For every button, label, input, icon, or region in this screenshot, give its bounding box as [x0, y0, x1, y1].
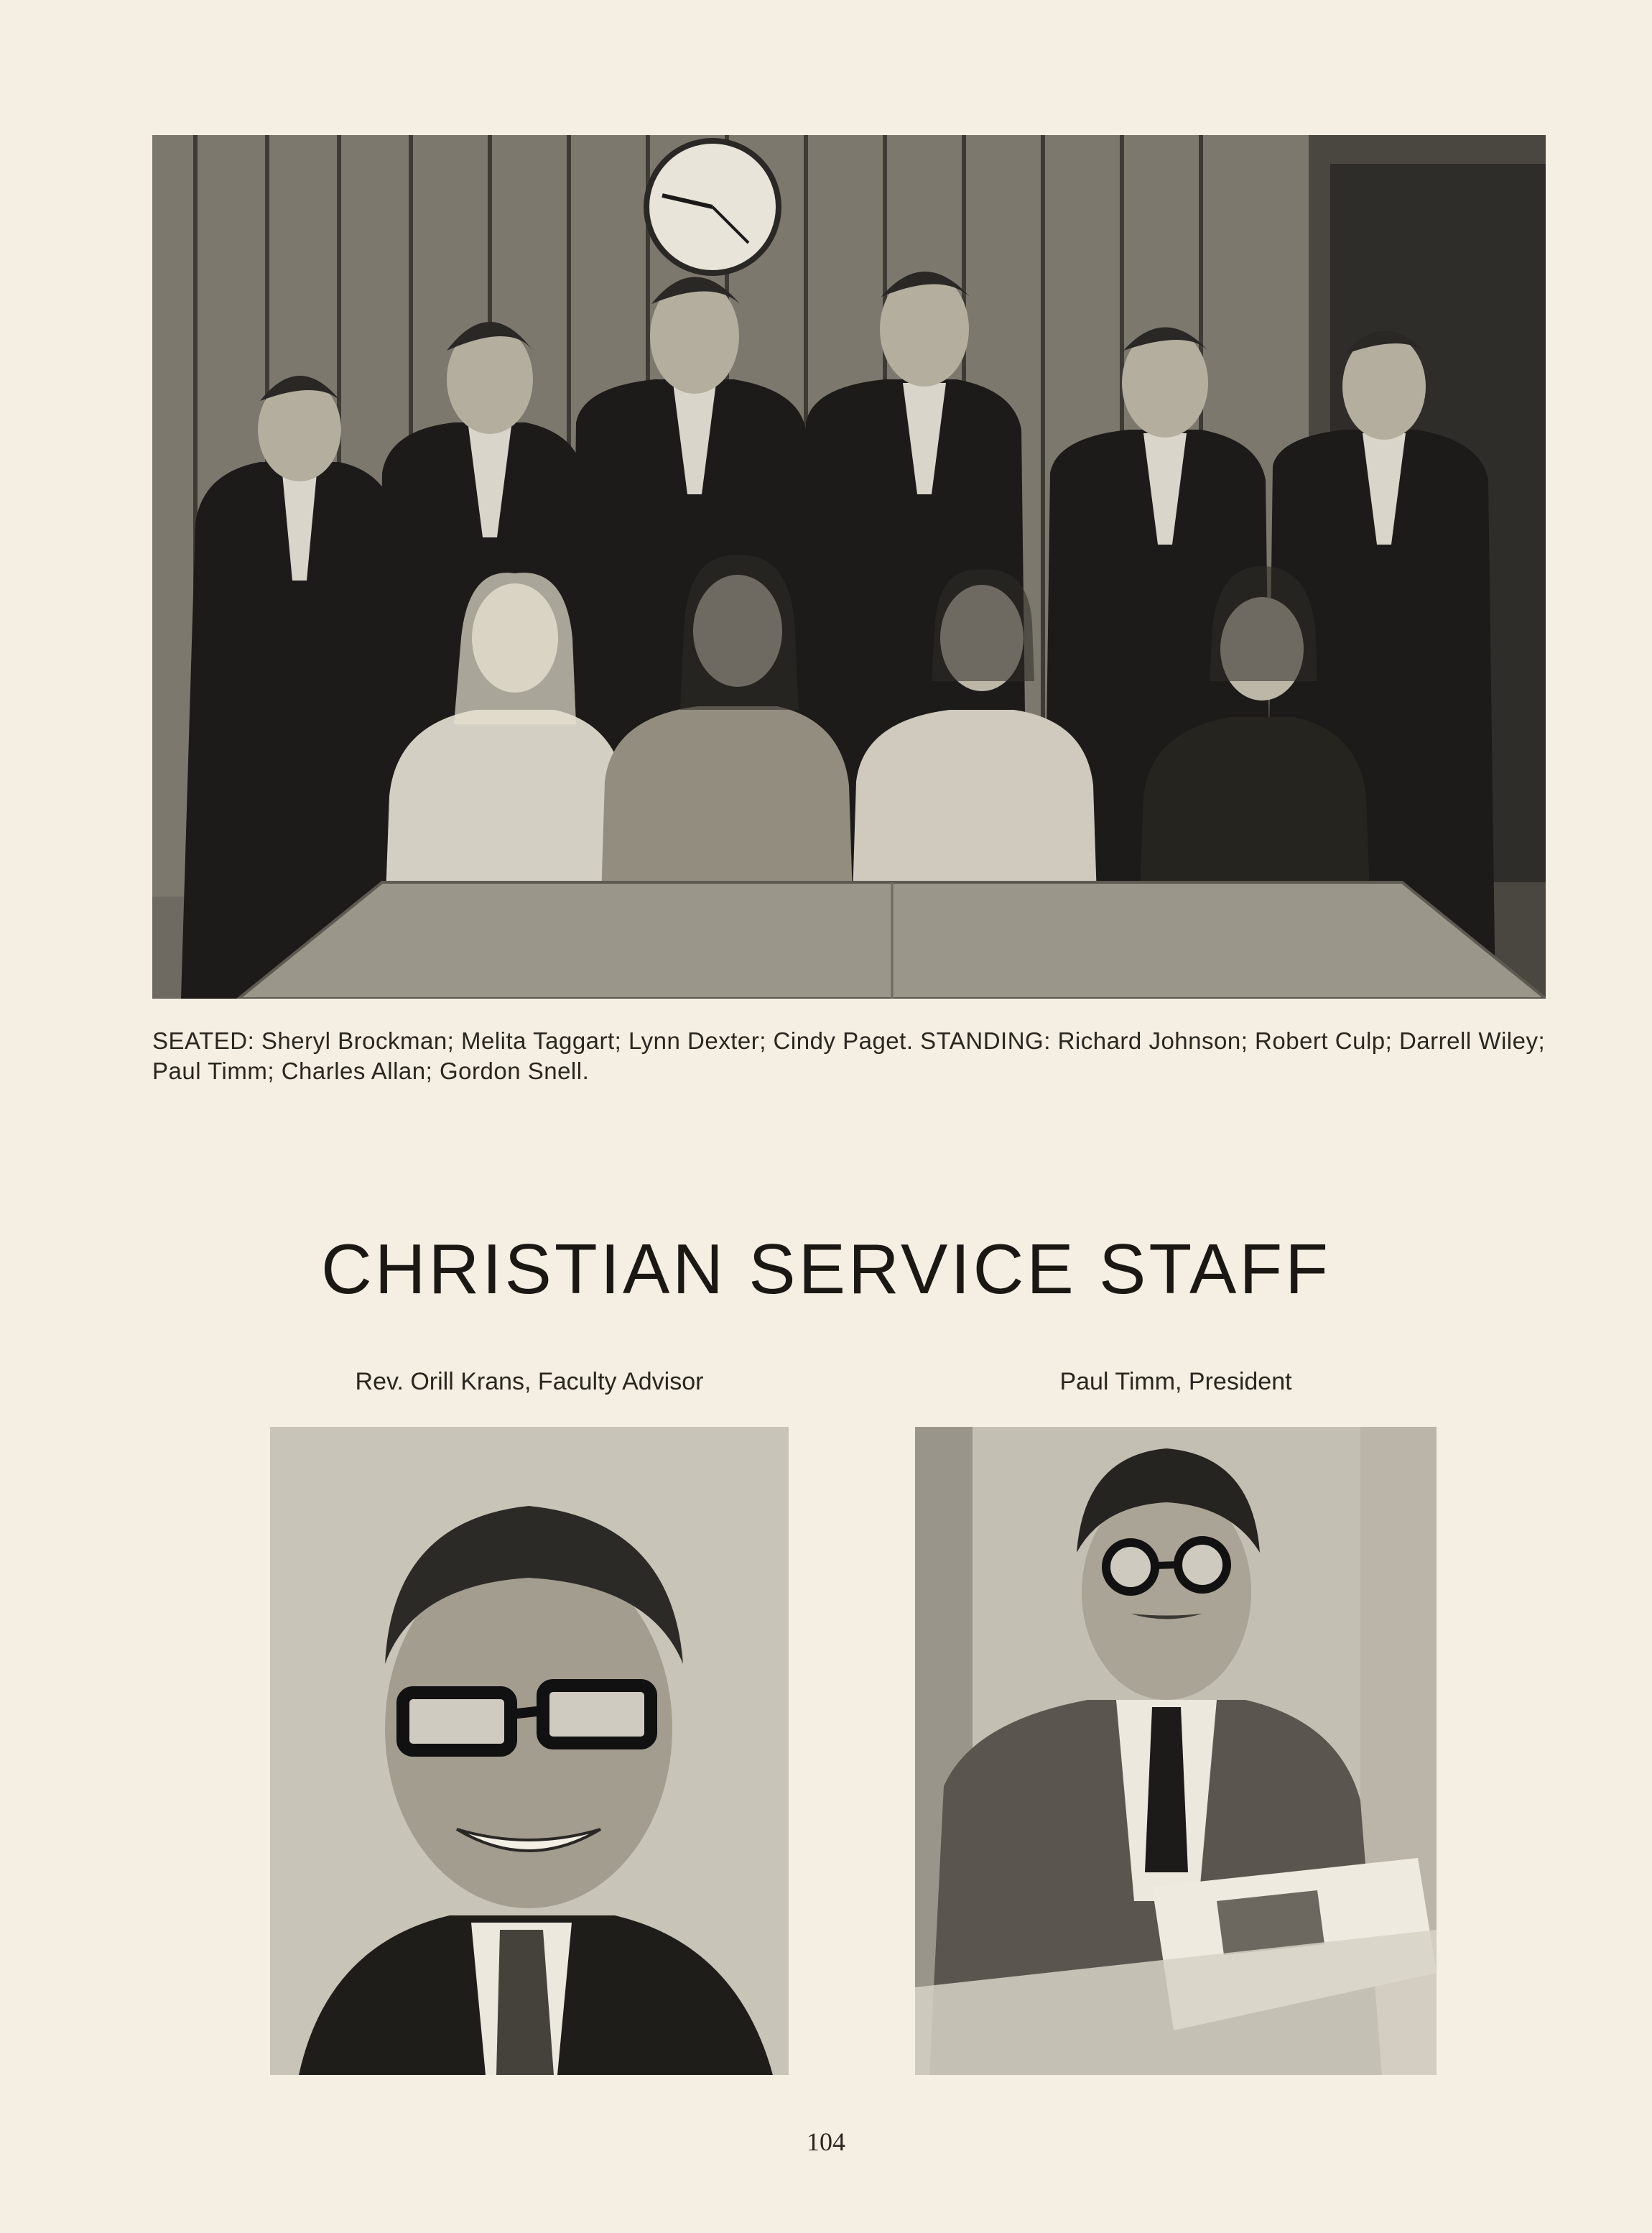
- portrait-advisor-image: [270, 1427, 789, 2075]
- page-title: CHRISTIAN SERVICE STAFF: [320, 1229, 1332, 1308]
- portrait-president: [915, 1427, 1437, 2075]
- portrait-label-advisor: Rev. Orill Krans, Faculty Advisor: [355, 1368, 704, 1395]
- portrait-president-image: [915, 1427, 1437, 2075]
- group-photo-image: [152, 135, 1546, 999]
- page-number: 104: [807, 2127, 845, 2156]
- portrait-advisor: [270, 1427, 789, 2075]
- group-photo-caption: SEATED: Sheryl Brockman; Melita Taggart; Lynn Dexter; Cindy Paget. STANDING: Richard Johnson; Robert Culp; Darrell Wiley; Paul Timm; Charles Allan; Gordon Snell.: [152, 1027, 1546, 1084]
- group-photo: [152, 135, 1546, 999]
- portrait-label-president: Paul Timm, President: [1059, 1368, 1292, 1395]
